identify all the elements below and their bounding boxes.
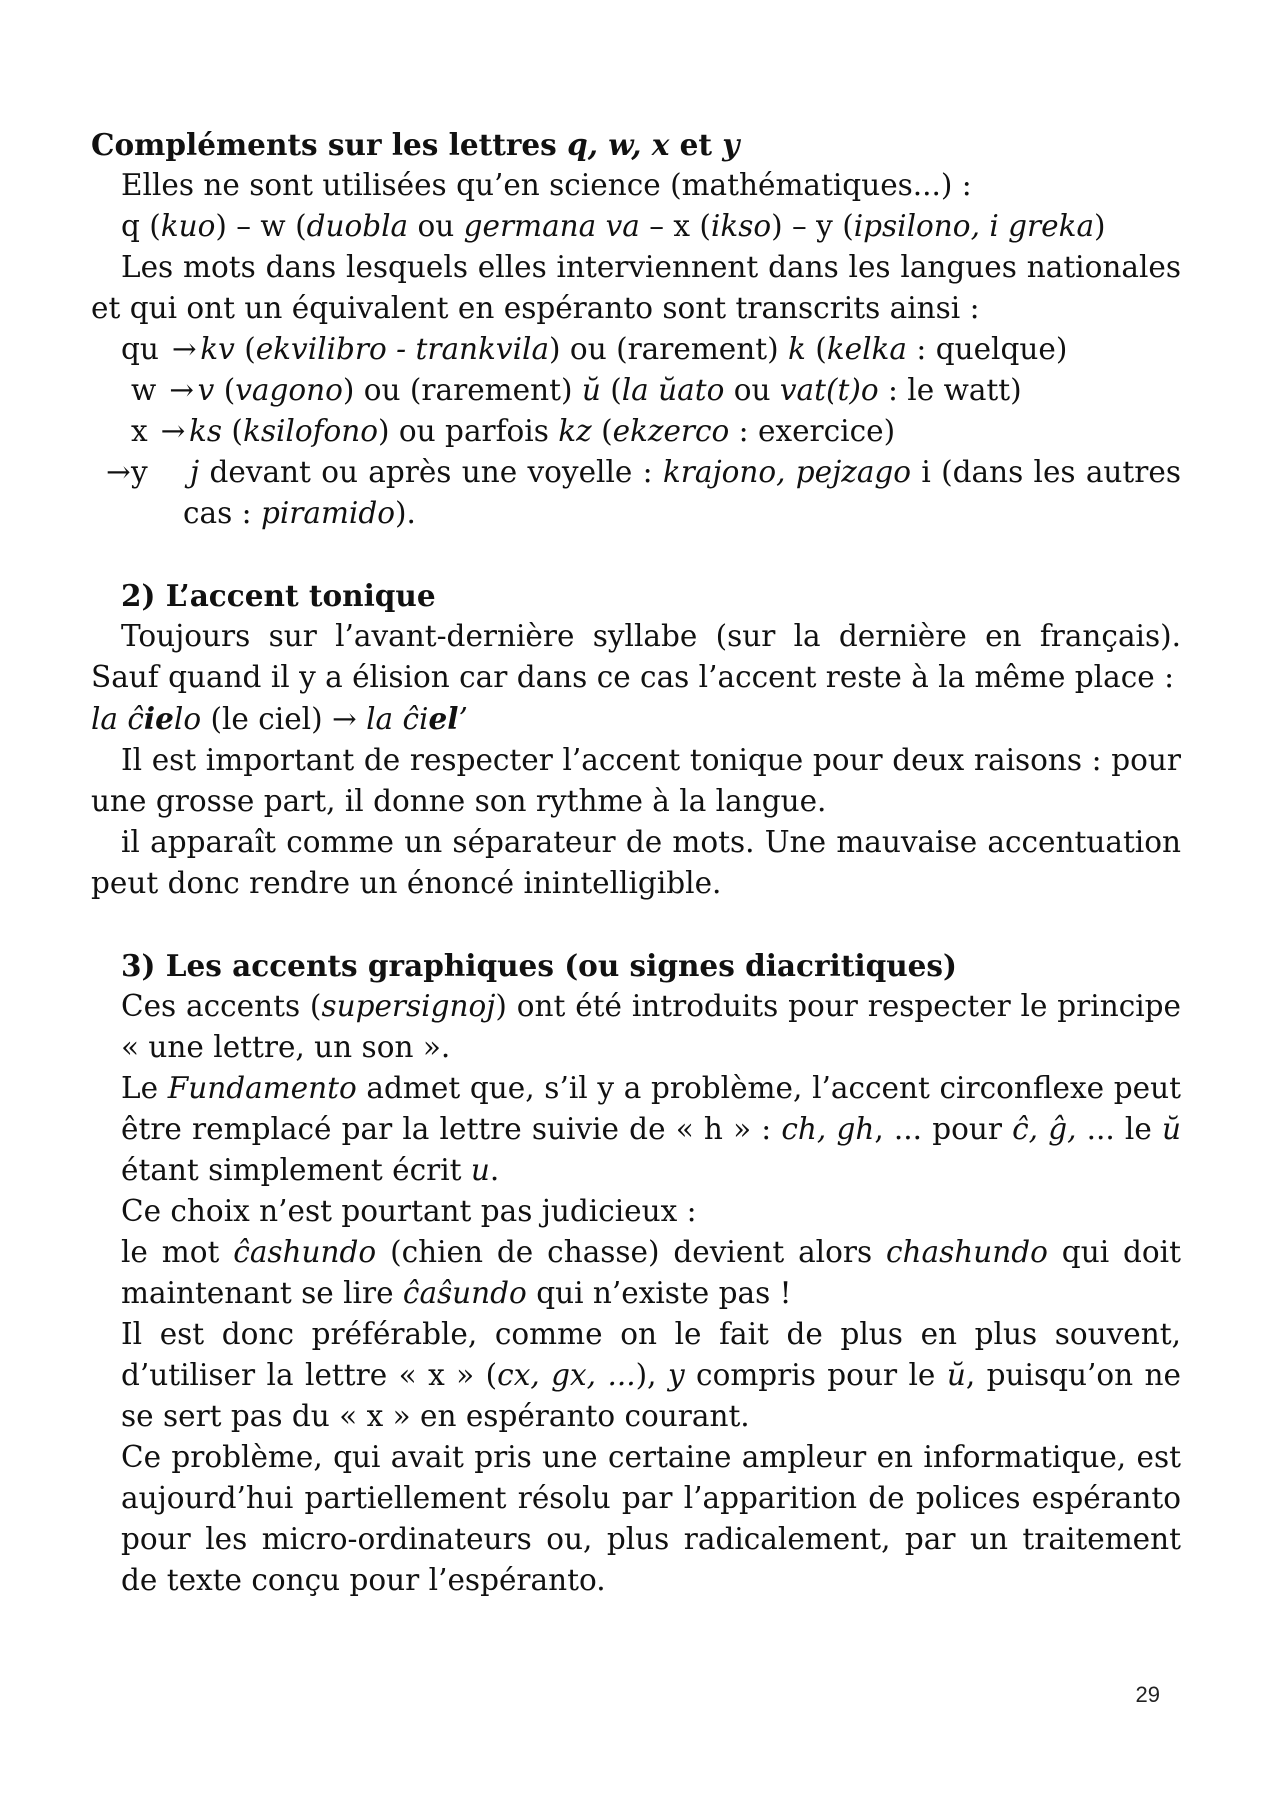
rule-w: w → v (vagono) ou (rarement) ŭ (la ŭato ou vat(t)o : le watt) [91,370,1181,411]
paragraph-transcription: Les mots dans lesquels elles interviennent dans les langues nationales et qui ont un équivalent en espéranto sont transcrits ainsi : [91,250,1181,325]
section-heading-accents-graphiques: 3) Les accents graphiques (ou signes diacritiques) [121,948,957,983]
paragraph-supersignoj: Ces accents (supersignoj) ont été introduits pour respecter le principe « une lettre, un son ». [121,989,1181,1064]
paragraph-usage: Elles ne sont utilisées qu’en science (mathématiques...) : [121,168,972,202]
page-number: 29 [1135,1682,1160,1707]
paragraph-cashundo: le mot ĉashundo (chien de chasse) devient alors chashundo qui doit maintenant se lire ĉaŝundo qui n’existe pas ! [121,1235,1181,1310]
paragraph-accent-rule: Toujours sur l’avant-dernière syllabe (sur la dernière en français). Sauf quand il y a élision car dans ce cas l’accent reste à la même place : [91,619,1181,694]
arrow-icon: → [171,332,197,366]
section-heading-letters: Compléments sur les lettres q, w, x et y [91,127,740,162]
example-ciel: la ĉielo (le ciel) → la ĉiel’ [91,701,468,736]
paragraph-accent-importance: Il est important de respecter l’accent tonique pour deux raisons : pour une grosse part, il donne son rythme à la langue. [91,743,1181,818]
arrow-icon: → [169,373,195,407]
paragraph-fundamento: Le Fundamento admet que, s’il y a problème, l’accent circonflexe peut être remplacé par la lettre suivie de « h » : ch, gh, ... pour ĉ, ĝ, ... le ŭ étant simplement écrit u. [121,1071,1181,1187]
page-body [91,124,1181,1601]
paragraph-accent-separator: il apparaît comme un séparateur de mots. Une mauvaise accentuation peut donc rendre un énoncé inintelligible. [91,825,1181,900]
arrow-icon: → [160,414,186,448]
arrow-icon: → [105,455,131,489]
paragraph-informatique: Ce problème, qui avait pris une certaine ampleur en informatique, est aujourd’hui partiellement résolu par l’apparition de polices espéranto pour les micro-ordinateurs ou, plus radicalement, par un traitement de texte conçu pour l’espéranto. [121,1440,1181,1597]
rule-x: x → ks (ksilofono) ou parfois kz (ekzerco : exercice) [91,411,1181,452]
paragraph-choice: Ce choix n’est pourtant pas judicieux : [121,1194,697,1228]
paragraph-letter-names: q (kuo) – w (duobla ou germana va – x (ikso) – y (ipsilono, i greka) [121,209,1106,243]
paragraph-x-system: Il est donc préférable, comme on le fait de plus en plus souvent, d’utiliser la lettre « x » (cx, gx, ...), y compris pour le ŭ, puisqu’on ne se sert pas du « x » en espéranto courant. [121,1317,1181,1433]
rule-qu: qu → kv (ekvilibro - trankvila) ou (rarement) k (kelka : quelque) [91,329,1181,370]
rule-y: y → j devant ou après une voyelle : krajono, pejzago i (dans les autres cas : piramido). [91,452,1181,534]
section-heading-accent-tonique: 2) L’accent tonique [121,578,436,613]
section3-body [91,986,1181,1601]
